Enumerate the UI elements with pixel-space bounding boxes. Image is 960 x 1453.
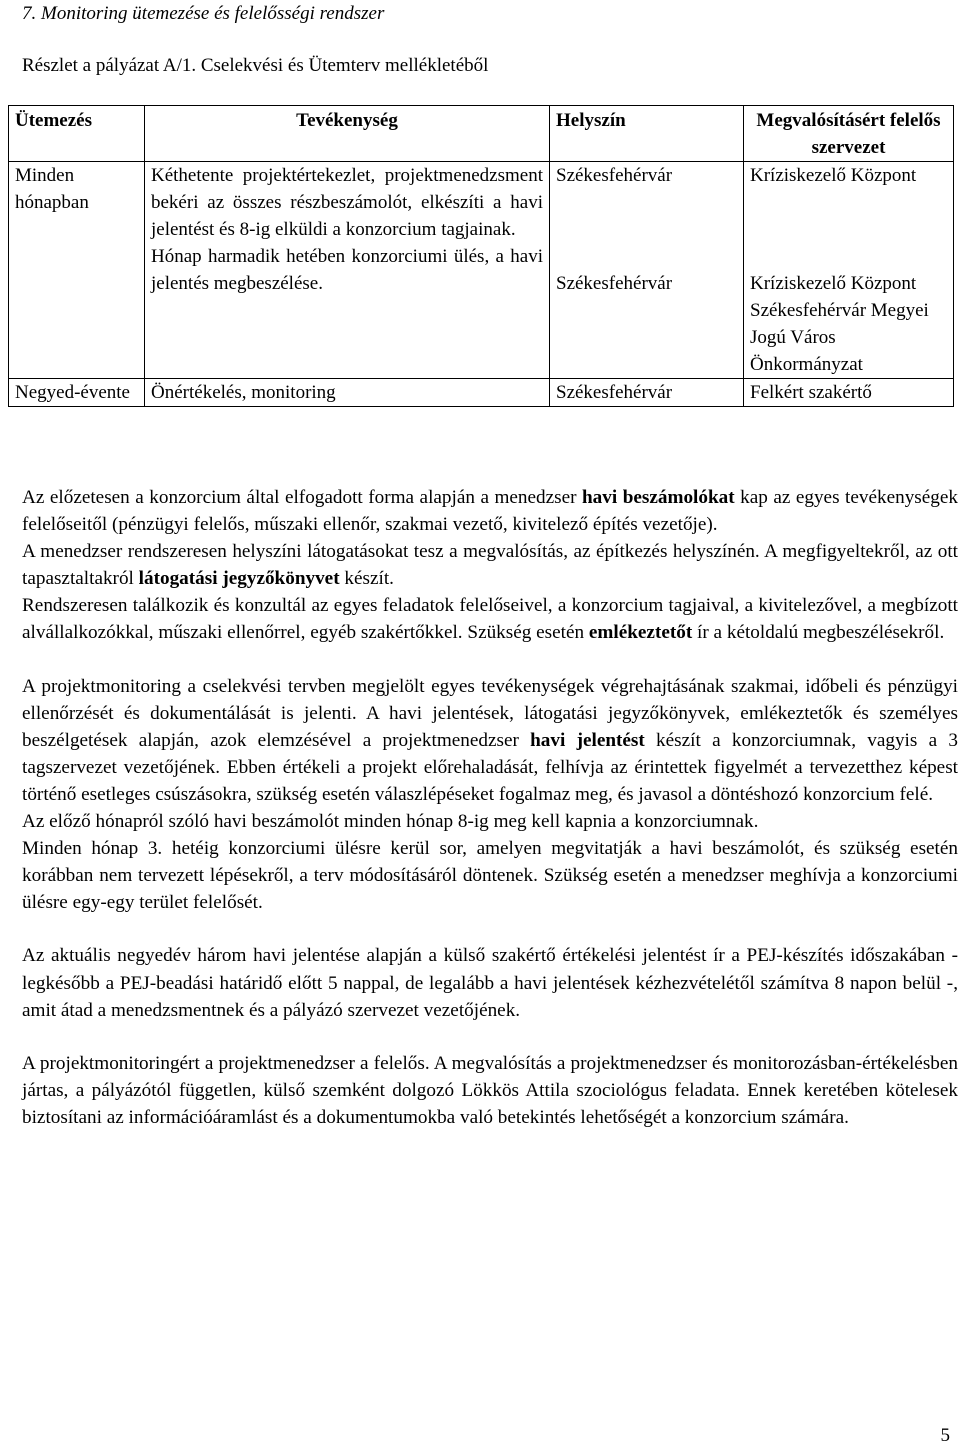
responsible-a: Kríziskezelő Központ	[750, 165, 917, 186]
location-a: Székesfehérvár	[556, 165, 673, 186]
cell-responsible-monthly	[744, 162, 954, 379]
header-responsible: Megvalósításért felelős szervezet	[744, 106, 954, 162]
paragraph-monthly-reports: Az előzetesen a konzorcium által elfogadott forma alapján a menedzser havi beszámolókat kap az egyes tevékenységek felelőseitől (pénzügyi felelős, műszaki ellenőr, szakmai vezető, kivitelező építés vezetője).	[22, 487, 958, 536]
section-title: 7. Monitoring ütemezése és felelősségi rendszer	[22, 3, 385, 24]
cell-location-monthly	[550, 162, 744, 379]
schedule-table	[8, 105, 954, 407]
cell-schedule-monthly: Minden hónapban	[9, 162, 145, 379]
paragraph-responsibility: A projektmonitoringért a projektmenedzser a felelős. A megvalósítás a projektmenedzser és monitorozásban-értékelésben jártas, a pályázótól független, külső szemként dolgozó Lökkös Attila szociológus feladata. Ennek keretében kötelesek biztosítani az információáramlást és a dokumentumokba való betekintés lehetőségét a konzorcium számára.	[22, 1052, 958, 1128]
subtitle: Részlet a pályázat A/1. Cselekvési és Ütemterv mellékletéből	[22, 55, 489, 76]
cell-schedule-quarterly: Negyed-évente	[9, 379, 145, 407]
responsible-b: Kríziskezelő Központ Székesfehérvár Megyei Jogú Város Önkormányzat	[750, 273, 929, 375]
paragraph-deadline: Az előző hónapról szóló havi beszámolót minden hónap 8-ig meg kell kapnia a konzorciumnak.	[22, 811, 759, 833]
table-header-row	[9, 106, 954, 162]
cell-location-quarterly: Székesfehérvár	[550, 379, 744, 407]
table-row	[9, 379, 954, 407]
page-number: 5	[940, 1425, 950, 1446]
paragraph-consultations: Rendszeresen találkozik és konzultál az egyes feladatok felelőseivel, a konzorcium tagjaival, a kivitelezővel, a megbízott alvállalkozókkal, műszaki ellenőrrel, egyéb szakértőkkel. Szükség esetén emlékeztetőt ír a kétoldalú megbeszélésekről.	[22, 595, 958, 644]
cell-activity-monthly	[145, 162, 550, 379]
location-b: Székesfehérvár	[556, 273, 673, 294]
header-location: Helyszín	[550, 106, 744, 162]
paragraph-site-visits: A menedzser rendszeresen helyszíni látogatásokat tesz a megvalósítás, az építkezés helyszínén. A megfigyeltekről, az ott tapasztaltakról látogatási jegyzőkönyvet készít.	[22, 541, 958, 590]
paragraph-quarterly-evaluation: Az aktuális negyedév három havi jelentése alapján a külső szakértő értékelési jelentést ír a PEJ-készítés időszakában - legkésőbb a PEJ-beadási határidő előtt 5 nappal, de legalább a havi jelentések kézhezvételétől számítva 8 napon belül -, amit átad a menedzsmentnek és a pályázó szervezet vezetőjének.	[22, 945, 958, 1021]
table-row	[9, 162, 954, 379]
activity-consortium-meeting: Hónap harmadik hetében konzorciumi ülés, a havi jelentés megbeszélése.	[151, 246, 543, 294]
header-activity: Tevékenység	[145, 106, 550, 162]
header-schedule: Ütemezés	[9, 106, 145, 162]
paragraph-consortium-meeting: Minden hónap 3. hetéig konzorciumi ülésre kerül sor, amelyen megvitatják a havi beszámolót, és szükség esetén korábban nem tervezett lépésekről, a terv módosításáról döntenek. Szükség esetén a menedzser meghívja a konzorciumi ülésre egy-egy terület felelősét.	[22, 838, 958, 914]
cell-activity-quarterly: Önértékelés, monitoring	[145, 379, 550, 407]
paragraph-project-monitoring: A projektmonitoring a cselekvési tervben megjelölt egyes tevékenységek végrehajtásának szakmai, időbeli és pénzügyi ellenőrzését és dokumentálását is jelenti. A havi jelentések, látogatási jegyzőkönyvek, emlékeztetők és személyes beszélgetések alapján, azok elemzésével a projektmenedzser havi jelentést készít a konzorciumnak, vagyis a 3 tagszervezet vezetőjének. Ebben értékeli a projekt előrehaladását, felhívja az érintettek figyelmét a tervezetthez képest történő esetleges csúszásokra, szükség esetén válaszlépéseket fogalmaz meg, és javasol a döntéshozó konzorcium felé.	[22, 675, 958, 805]
body-text	[22, 484, 958, 1131]
cell-responsible-quarterly: Felkért szakértő	[744, 379, 954, 407]
activity-biweekly-meeting: Kéthetente projektértekezlet, projektmenedzsment bekéri az összes részbeszámolót, elkészíti a havi jelentést és 8-ig elküldi a konzorcium tagjainak.	[151, 165, 543, 240]
